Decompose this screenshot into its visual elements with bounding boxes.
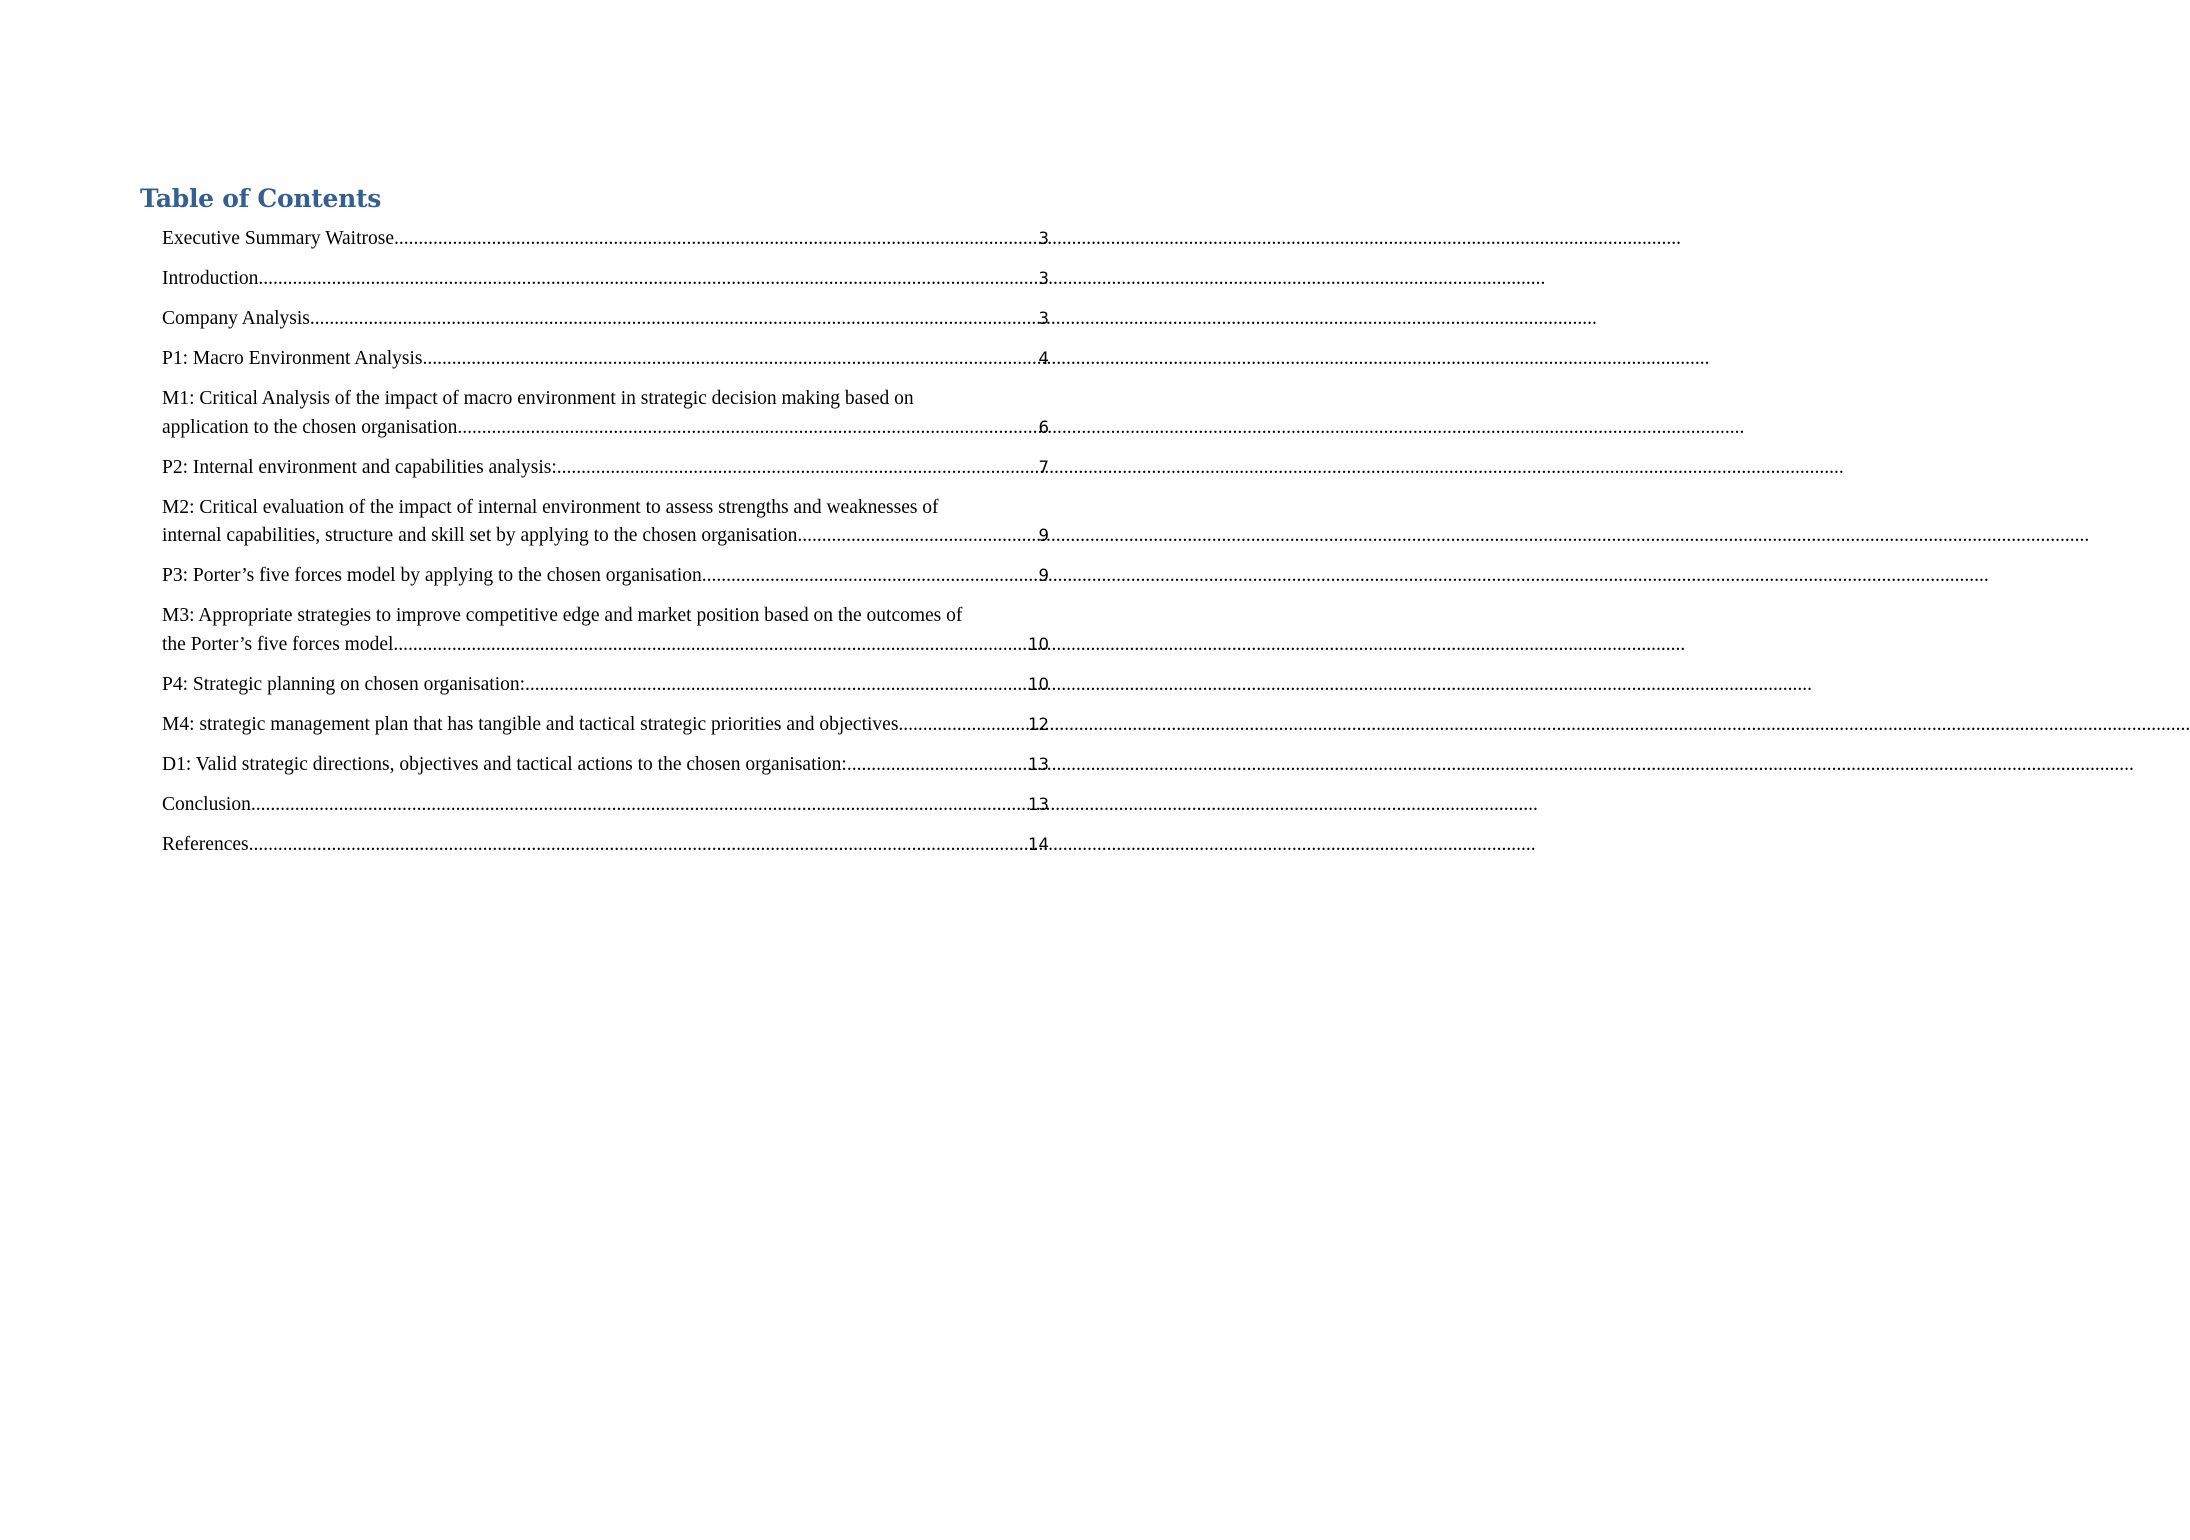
toc-page-number: 3 xyxy=(1038,229,1049,248)
toc-entry-row xyxy=(162,225,1049,254)
dot-leader xyxy=(903,711,1027,740)
toc-entry-text: Executive Summary Waitrose xyxy=(162,228,395,249)
toc-entry[interactable] xyxy=(162,711,1049,740)
toc-entry-row xyxy=(162,265,1049,294)
toc-entry-row xyxy=(162,831,1049,860)
dot-leader xyxy=(847,751,1027,780)
toc-page-number: 3 xyxy=(1038,308,1049,328)
toc-page-number: 9 xyxy=(1038,566,1049,586)
toc-entry[interactable] xyxy=(162,671,1049,700)
toc-entry[interactable] xyxy=(162,385,1049,442)
dot-leader xyxy=(310,305,1038,334)
toc-entry-text: application to the chosen organisation xyxy=(162,416,458,438)
toc-entry[interactable] xyxy=(162,831,1049,860)
toc-entry-row xyxy=(162,414,1049,443)
toc-entry-row xyxy=(162,671,1049,700)
toc-entry-text: Company Analysis xyxy=(162,307,310,329)
toc-entry[interactable] xyxy=(162,791,1049,820)
toc-page-number: 6 xyxy=(1038,417,1049,437)
dot-leader xyxy=(394,225,1037,254)
toc-entry-row xyxy=(162,454,1049,483)
toc-entry-text: P4: Strategic planning on chosen organisation: xyxy=(162,673,526,695)
toc-entry-text: P3: Porter’s five forces model by applying to the chosen organisation xyxy=(162,565,702,587)
dot-leader xyxy=(249,831,1027,860)
toc-entry-row xyxy=(162,791,1049,820)
toc-entry-text-line: M1: Critical Analysis of the impact of macro environment in strategic decision making based on xyxy=(162,387,914,409)
toc-entry[interactable] xyxy=(162,454,1049,483)
toc-entry-row xyxy=(162,522,1049,551)
dot-leader xyxy=(251,791,1027,820)
toc-page-number: 4 xyxy=(1038,348,1049,368)
toc-entry-row xyxy=(162,711,1049,740)
dot-leader xyxy=(258,265,1037,294)
dot-leader xyxy=(398,631,1027,660)
toc-entry[interactable] xyxy=(162,305,1049,334)
toc-page-number: 10 xyxy=(1028,634,1049,654)
toc-entry-row xyxy=(162,751,1049,780)
dot-leader xyxy=(525,671,1027,700)
dot-leader xyxy=(802,522,1037,551)
toc-list xyxy=(162,225,1049,859)
toc-page-number: 12 xyxy=(1028,714,1049,734)
toc-entry-row xyxy=(162,345,1049,374)
dot-leader xyxy=(702,562,1038,591)
dot-leader xyxy=(457,414,1037,443)
toc-entry-row xyxy=(162,631,1049,660)
toc-entry[interactable] xyxy=(162,602,1049,659)
toc-entry[interactable] xyxy=(162,225,1049,254)
toc-entry-text: References xyxy=(162,833,249,855)
toc-entry-text: P1: Macro Environment Analysis xyxy=(162,347,423,369)
toc-entry-text: D1: Valid strategic directions, objectives and tactical actions to the chosen organisation: xyxy=(162,753,847,775)
toc-entry-text-line: M3: Appropriate strategies to improve competitive edge and market position based on the outcomes of xyxy=(162,605,963,627)
dot-leader xyxy=(557,454,1038,483)
toc-entry-text: the Porter’s five forces model. xyxy=(162,633,399,655)
toc-page-number: 13 xyxy=(1028,794,1049,814)
toc-entry-text-line: M2: Critical evaluation of the impact of internal environment to assess strengths and weaknesses of xyxy=(162,496,939,518)
toc-entry[interactable] xyxy=(162,562,1049,591)
toc-heading: Table of Contents xyxy=(140,184,382,213)
dot-leader xyxy=(423,345,1038,374)
toc-entry-text: internal capabilities, structure and skill set by applying to the chosen organisation. xyxy=(162,525,803,547)
toc-entry-text: Conclusion xyxy=(162,793,251,815)
toc-page-number: 10 xyxy=(1028,674,1049,694)
toc-page-number: 7 xyxy=(1038,457,1049,477)
toc-entry-text: P2: Internal environment and capabilities analysis: xyxy=(162,456,557,478)
toc-page-number: 9 xyxy=(1038,526,1049,546)
toc-page-number: 3 xyxy=(1038,268,1049,288)
toc-entry-row xyxy=(162,305,1049,334)
toc-page-number: 13 xyxy=(1028,754,1049,774)
toc-page-number: 14 xyxy=(1028,834,1049,854)
toc-entry[interactable] xyxy=(162,494,1049,551)
toc-entry-row xyxy=(162,562,1049,591)
toc-entry-text: Introduction xyxy=(162,267,259,289)
toc-entry[interactable] xyxy=(162,751,1049,780)
toc-entry[interactable] xyxy=(162,345,1049,374)
toc-entry[interactable] xyxy=(162,265,1049,294)
toc-entry-text: M4: strategic management plan that has tangible and tactical strategic priorities and objectives. xyxy=(162,713,904,735)
